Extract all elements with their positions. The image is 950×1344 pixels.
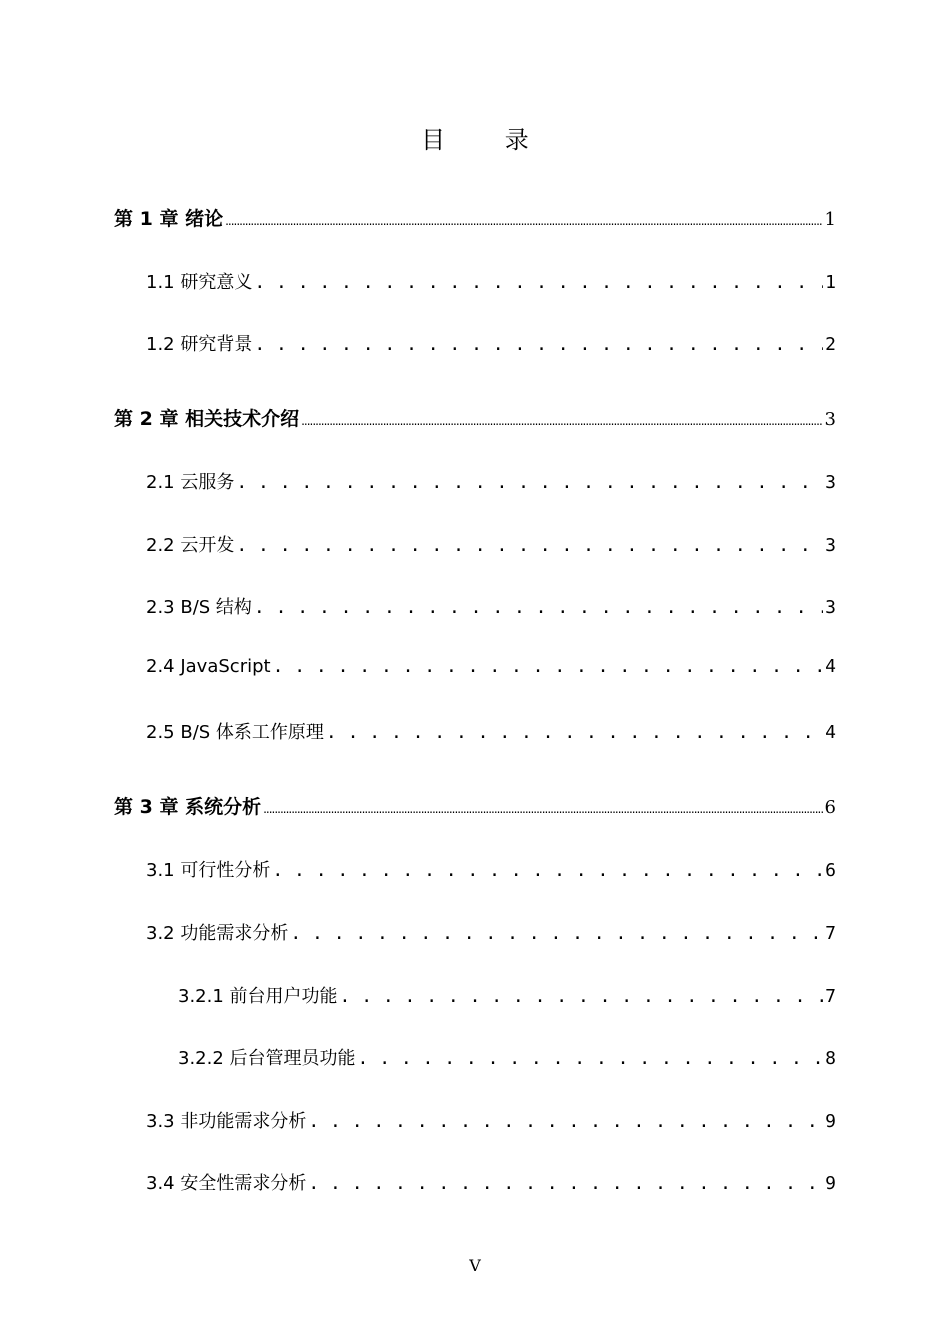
toc-entry-label: 3.4 安全性需求分析: [146, 1173, 307, 1194]
toc-entry-page: 3: [825, 472, 836, 493]
page-number: V: [469, 1256, 481, 1275]
toc-entry-chapter-2[interactable]: [114, 404, 836, 431]
toc-entry-page: 9: [825, 1111, 836, 1132]
toc-entry-section-2-1[interactable]: [146, 468, 836, 494]
toc-leader-dots: [236, 472, 823, 493]
toc-entry-page: 6: [824, 797, 836, 818]
toc-entry-page: 2: [825, 334, 836, 355]
toc-entry-label: 第 1 章 绪论: [114, 208, 224, 230]
toc-entry-label: 2.4 JavaScript: [146, 656, 271, 677]
toc-entry-label: 1.2 研究背景: [146, 334, 253, 355]
toc-entry-label: 3.1 可行性分析: [146, 860, 271, 881]
toc-leader-dots: [308, 1111, 823, 1132]
toc-entry-section-2-3[interactable]: [146, 593, 836, 619]
toc-entry-chapter-1[interactable]: [114, 204, 836, 231]
toc-leader-dots: [254, 272, 823, 293]
toc-entry-section-3-3[interactable]: [146, 1107, 836, 1133]
toc-entry-label: 2.1 云服务: [146, 472, 235, 493]
toc-entry-section-1-1[interactable]: [146, 268, 836, 294]
toc-entry-subsection-3-2-1[interactable]: [178, 982, 836, 1008]
toc-leader-dots: [273, 656, 824, 677]
toc-leader-dots: [272, 860, 823, 881]
toc-leader-dots: [290, 923, 823, 944]
toc-entry-section-3-2[interactable]: [146, 919, 836, 945]
toc-entry-section-3-4[interactable]: [146, 1169, 836, 1195]
toc-entry-page: 7: [825, 923, 836, 944]
toc-entry-label: 2.2 云开发: [146, 535, 235, 556]
toc-entry-page: 1: [824, 209, 836, 230]
toc-entry-label: 3.3 非功能需求分析: [146, 1111, 307, 1132]
toc-entry-page: 9: [825, 1173, 836, 1194]
toc-title: 目 录: [421, 126, 555, 154]
toc-leader-dots: [225, 214, 822, 228]
toc-entry-label: 第 2 章 相关技术介绍: [114, 408, 300, 430]
toc-leader-dots: [340, 986, 824, 1007]
toc-entry-section-2-2[interactable]: [146, 531, 836, 557]
toc-leader-dots: [326, 722, 823, 743]
toc-entry-page: 7: [825, 986, 836, 1007]
toc-leader-dots: [254, 597, 823, 618]
toc-entry-page: 4: [825, 722, 836, 743]
toc-entry-label: 2.5 B/S 体系工作原理: [146, 722, 324, 743]
toc-entry-page: 4: [825, 656, 836, 677]
toc-entry-section-3-1[interactable]: [146, 856, 836, 882]
toc-entry-section-2-4[interactable]: [146, 656, 836, 677]
toc-entry-label: 2.3 B/S 结构: [146, 597, 252, 618]
toc-leader-dots: [263, 802, 822, 816]
toc-leader-dots: [254, 334, 823, 355]
toc-entry-page: 6: [825, 860, 836, 881]
toc-entry-page: 8: [825, 1048, 836, 1069]
toc-leader-dots: [236, 535, 823, 556]
toc-leader-dots: [301, 414, 822, 428]
toc-entry-page: 3: [825, 597, 836, 618]
toc-entry-chapter-3[interactable]: [114, 792, 836, 819]
toc-entry-label: 1.1 研究意义: [146, 272, 253, 293]
toc-entry-section-1-2[interactable]: [146, 330, 836, 356]
toc-entry-label: 第 3 章 系统分析: [114, 796, 262, 818]
toc-entry-label: 3.2.1 前台用户功能: [178, 986, 338, 1007]
toc-leader-dots: [308, 1173, 823, 1194]
toc-entry-page: 3: [825, 535, 836, 556]
toc-entry-label: 3.2.2 后台管理员功能: [178, 1048, 356, 1069]
toc-entry-subsection-3-2-2[interactable]: [178, 1044, 836, 1070]
toc-entry-section-2-5[interactable]: [146, 718, 836, 744]
toc-leader-dots: [358, 1048, 824, 1069]
toc-entry-page: 3: [824, 409, 836, 430]
toc-entry-page: 1: [825, 272, 836, 293]
toc-entry-label: 3.2 功能需求分析: [146, 923, 289, 944]
